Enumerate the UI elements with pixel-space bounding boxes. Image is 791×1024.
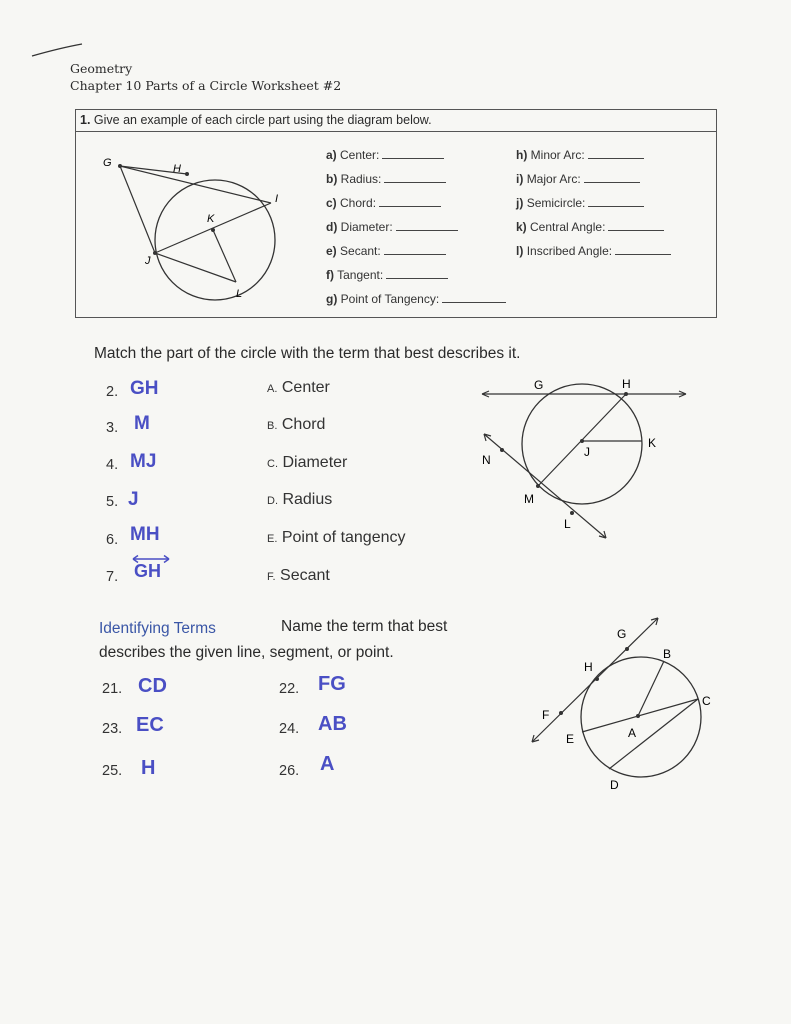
identify-answer-24: AB — [318, 713, 347, 735]
label-H: H — [584, 660, 593, 674]
label-N: N — [482, 453, 491, 467]
question1-prompt — [80, 113, 432, 127]
match-answer-7: GH — [134, 561, 161, 581]
answer-blank[interactable] — [584, 172, 640, 183]
term-E: E. Point of tangency — [267, 529, 406, 546]
answer-blank[interactable] — [608, 220, 664, 231]
match-number-4: 4. — [106, 457, 119, 473]
identify-number-22: 22. — [279, 681, 300, 697]
label-L: L — [236, 288, 243, 300]
term-B: B. Chord — [267, 416, 326, 433]
matching-instructions: Match the part of the circle with the term that best describes it. — [94, 345, 521, 362]
match-answer-3: M — [134, 413, 150, 434]
part-c: c) Chord: — [326, 196, 441, 210]
answer-blank[interactable] — [384, 172, 446, 183]
label-H: H — [622, 377, 631, 391]
match-number-7: 7. — [106, 569, 119, 585]
term-A: A. Center — [267, 379, 330, 396]
label-G: G — [534, 378, 544, 392]
match-answer-5: J — [128, 489, 139, 510]
answer-blank[interactable] — [379, 196, 441, 207]
identifying-instructions-2: describes the given line, segment, or point. — [99, 644, 394, 661]
label-G: G — [617, 627, 627, 641]
part-h: h) Minor Arc: — [516, 148, 644, 162]
part-a: a) Center: — [326, 148, 444, 162]
part-k: k) Central Angle: — [516, 220, 664, 234]
part-g: g) Point of Tangency: — [326, 292, 506, 306]
identifying-heading: Identifying Terms — [99, 620, 216, 637]
label-K: K — [648, 436, 657, 450]
label-J: J — [145, 255, 151, 267]
match-number-6: 6. — [106, 532, 119, 548]
question1-number: 1. — [80, 113, 91, 127]
label-C: C — [702, 694, 711, 708]
identify-number-25: 25. — [102, 763, 123, 779]
match-answer-2: GH — [130, 378, 159, 399]
identify-number-26: 26. — [279, 763, 300, 779]
match-number-3: 3. — [106, 420, 119, 436]
circle-diagram-2 — [478, 372, 693, 542]
identify-answer-23: EC — [136, 714, 164, 736]
answer-blank[interactable] — [386, 268, 448, 279]
circle-diagram-1 — [95, 150, 295, 310]
part-i: i) Major Arc: — [516, 172, 640, 186]
identify-answer-21: CD — [138, 675, 167, 697]
identify-answer-26: A — [320, 753, 335, 775]
label-H: H — [173, 163, 181, 175]
identify-number-21: 21. — [102, 681, 123, 697]
circle-diagram-3 — [526, 612, 726, 794]
part-l: l) Inscribed Angle: — [516, 244, 671, 258]
label-M: M — [524, 492, 534, 506]
label-L: L — [564, 517, 571, 531]
part-f: f) Tangent: — [326, 268, 448, 282]
match-answer-4: MJ — [130, 451, 157, 472]
identify-answer-22: FG — [318, 673, 346, 695]
term-D: D. Radius — [267, 491, 333, 508]
match-number-2: 2. — [106, 384, 119, 400]
label-J: J — [584, 445, 590, 459]
answer-blank[interactable] — [588, 196, 644, 207]
pen-stroke — [30, 40, 90, 60]
part-b: b) Radius: — [326, 172, 446, 186]
term-C: C. Diameter — [267, 454, 348, 471]
subject-title: Geometry — [70, 61, 133, 76]
match-answer-6: MH — [130, 524, 160, 545]
term-F: F. Secant — [267, 567, 330, 584]
answer-blank[interactable] — [615, 244, 671, 255]
identify-answer-25: H — [141, 757, 156, 779]
match-number-5: 5. — [106, 494, 119, 510]
answer-blank[interactable] — [588, 148, 644, 159]
answer-blank[interactable] — [382, 148, 444, 159]
answer-blank[interactable] — [442, 292, 506, 303]
label-E: E — [566, 732, 575, 746]
part-j: j) Semicircle: — [516, 196, 644, 210]
label-D: D — [610, 778, 619, 792]
identify-number-24: 24. — [279, 721, 300, 737]
label-F: F — [542, 708, 550, 722]
question1-text: Give an example of each circle part using the diagram below. — [93, 113, 432, 127]
identifying-instructions-1: Name the term that best — [281, 618, 448, 635]
answer-blank[interactable] — [384, 244, 446, 255]
label-B: B — [663, 647, 672, 661]
part-e: e) Secant: — [326, 244, 446, 258]
worksheet-title: Chapter 10 Parts of a Circle Worksheet #2 — [70, 78, 342, 93]
label-A: A — [628, 726, 637, 740]
part-d: d) Diameter: — [326, 220, 458, 234]
identify-number-23: 23. — [102, 721, 123, 737]
label-G: G — [103, 157, 112, 169]
label-I: I — [275, 193, 279, 205]
answer-blank[interactable] — [396, 220, 458, 231]
label-K: K — [207, 213, 215, 225]
